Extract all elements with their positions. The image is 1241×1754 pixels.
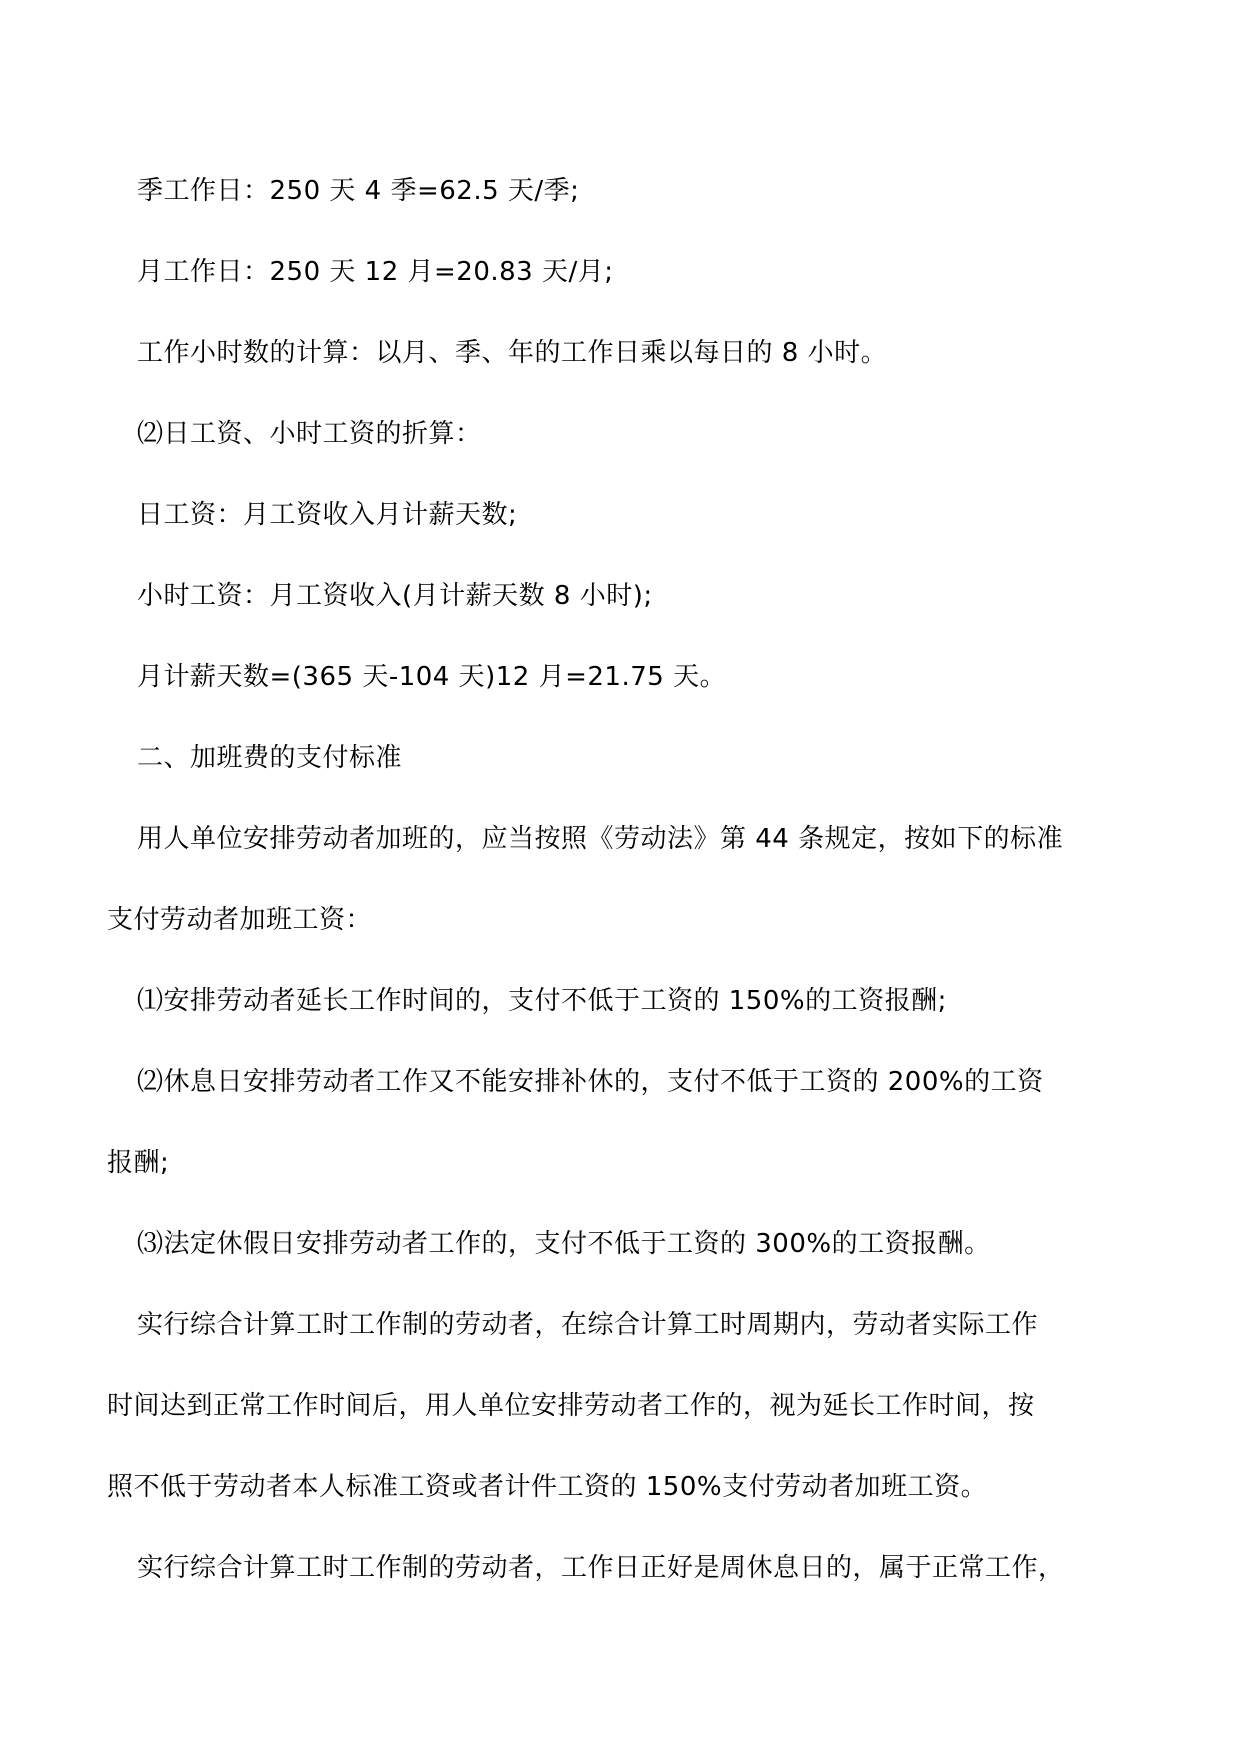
text-line-month-workdays: 月工作日：250 天 12 月=20.83 天/月;: [137, 257, 614, 287]
paragraph-line: 实行综合计算工时工作制的劳动者，工作日正好是周休息日的，属于正常工作，: [137, 1553, 1065, 1583]
section-heading-wage-conversion: ⑵日工资、小时工资的折算：: [137, 419, 482, 449]
paragraph-line: 实行综合计算工时工作制的劳动者，在综合计算工时周期内，劳动者实际工作: [137, 1310, 1039, 1340]
text-line-hourly-wage: 小时工资：月工资收入(月计薪天数 8 小时);: [137, 581, 653, 611]
text-line-quarter-workdays: 季工作日：250 天 4 季=62.5 天/季;: [137, 176, 580, 206]
text-line-paid-days: 月计薪天数=(365 天-104 天)12 月=21.75 天。: [137, 662, 727, 692]
paragraph-line: 照不低于劳动者本人标准工资或者计件工资的 150%支付劳动者加班工资。: [107, 1472, 988, 1502]
paragraph-line: 用人单位安排劳动者加班的，应当按照《劳动法》第 44 条规定，按如下的标准: [137, 824, 1064, 854]
paragraph-line: 支付劳动者加班工资：: [107, 905, 373, 935]
text-line-daily-wage: 日工资：月工资收入月计薪天数;: [137, 500, 518, 530]
paragraph-line: 时间达到正常工作时间后，用人单位安排劳动者工作的，视为延长工作时间，按: [107, 1391, 1035, 1421]
list-item-extended-hours: ⑴安排劳动者延长工作时间的，支付不低于工资的 150%的工资报酬;: [137, 986, 947, 1016]
list-item-rest-day: ⑵休息日安排劳动者工作又不能安排补休的，支付不低于工资的 200%的工资: [137, 1067, 1044, 1097]
list-item-statutory-holiday: ⑶法定休假日安排劳动者工作的，支付不低于工资的 300%的工资报酬。: [137, 1229, 991, 1259]
section-heading-overtime-standard: 二、加班费的支付标准: [137, 743, 403, 773]
text-line-work-hours-calc: 工作小时数的计算：以月、季、年的工作日乘以每日的 8 小时。: [137, 338, 888, 368]
list-item-rest-day-continued: 报酬;: [107, 1148, 170, 1178]
